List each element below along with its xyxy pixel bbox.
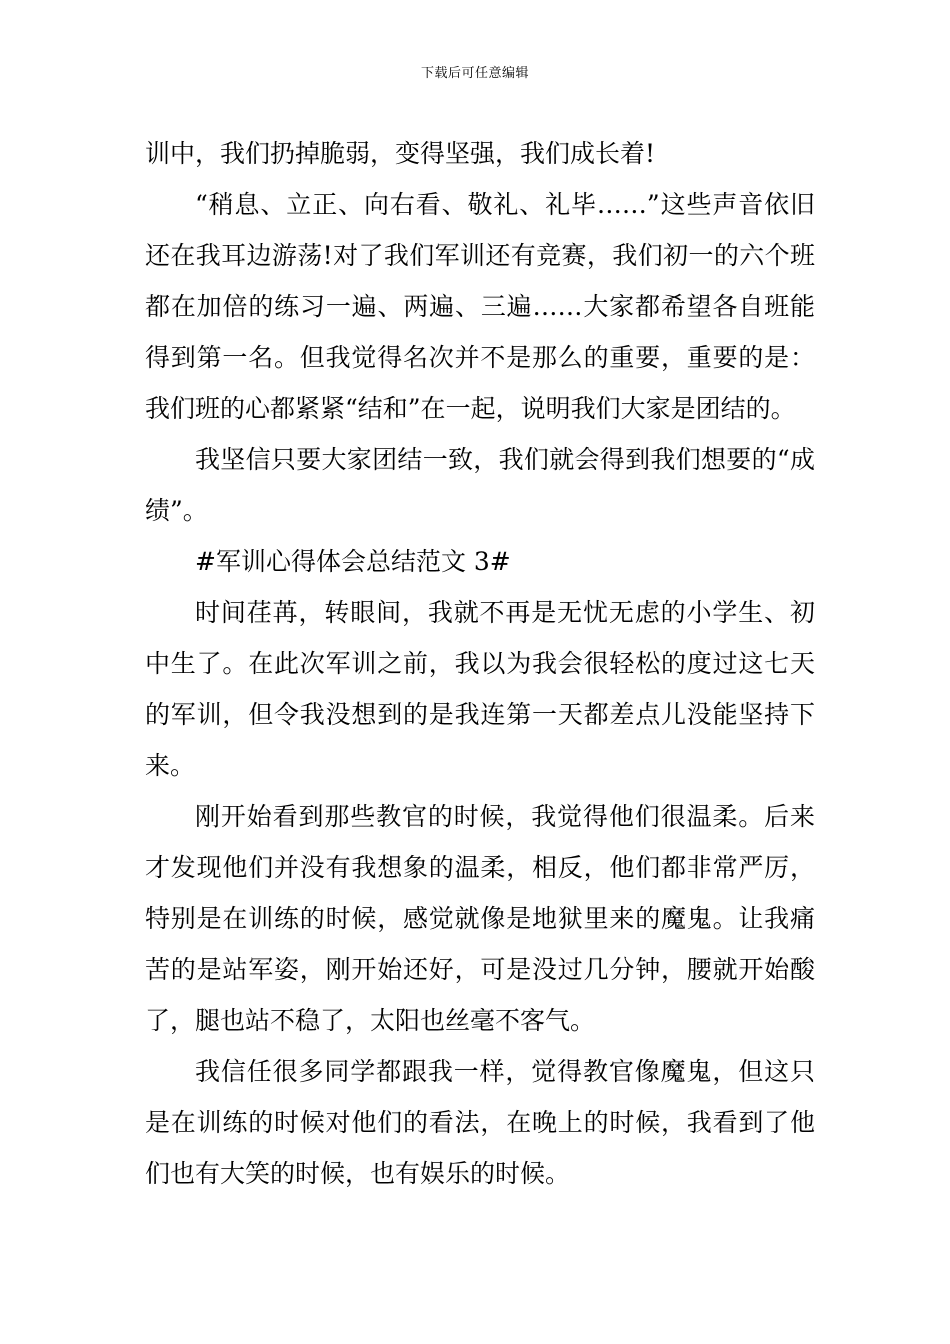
document-body <box>145 128 815 1199</box>
paragraph: 我信任很多同学都跟我一样，觉得教官像魔鬼，但这只是在训练的时候对他们的看法，在晚上的时候，我看到了他们也有大笑的时候，也有娱乐的时候。 <box>145 1057 815 1188</box>
paragraph: 时间荏苒，转眼间，我就不再是无忧无虑的小学生、初中生了。在此次军训之前，我以为我会很轻松的度过这七天的军训，但令我没想到的是我连第一天都差点儿没能坚持下来。 <box>145 598 815 780</box>
paragraph: 刚开始看到那些教官的时候，我觉得他们很温柔。后来才发现他们并没有我想象的温柔，相反，他们都非常严厉，特别是在训练的时候，感觉就像是地狱里来的魔鬼。让我痛苦的是站军姿，刚开始还好，可是没过几分钟，腰就开始酸了，腿也站不稳了，太阳也丝毫不客气。 <box>145 802 815 1035</box>
page-header: 下载后可任意编辑 <box>420 66 529 81</box>
paragraph: “稍息、立正、向右看、敬礼、礼毕……”这些声音依旧还在我耳边游荡!对了我们军训还有竞赛，我们初一的六个班都在加倍的练习一遍、两遍、三遍……大家都希望各自班能得到第一名。但我觉得名次并不是那么的重要，重要的是：我们班的心都紧紧“结和”在一起，说明我们大家是团结的。 <box>145 190 815 423</box>
paragraph: 我坚信只要大家团结一致，我们就会得到我们想要的“成绩”。 <box>145 445 815 525</box>
section-heading: #军训心得体会总结范文 3# <box>195 547 511 576</box>
paragraph-continuation: 训中，我们扔掉脆弱，变得坚强，我们成长着! <box>145 139 656 168</box>
